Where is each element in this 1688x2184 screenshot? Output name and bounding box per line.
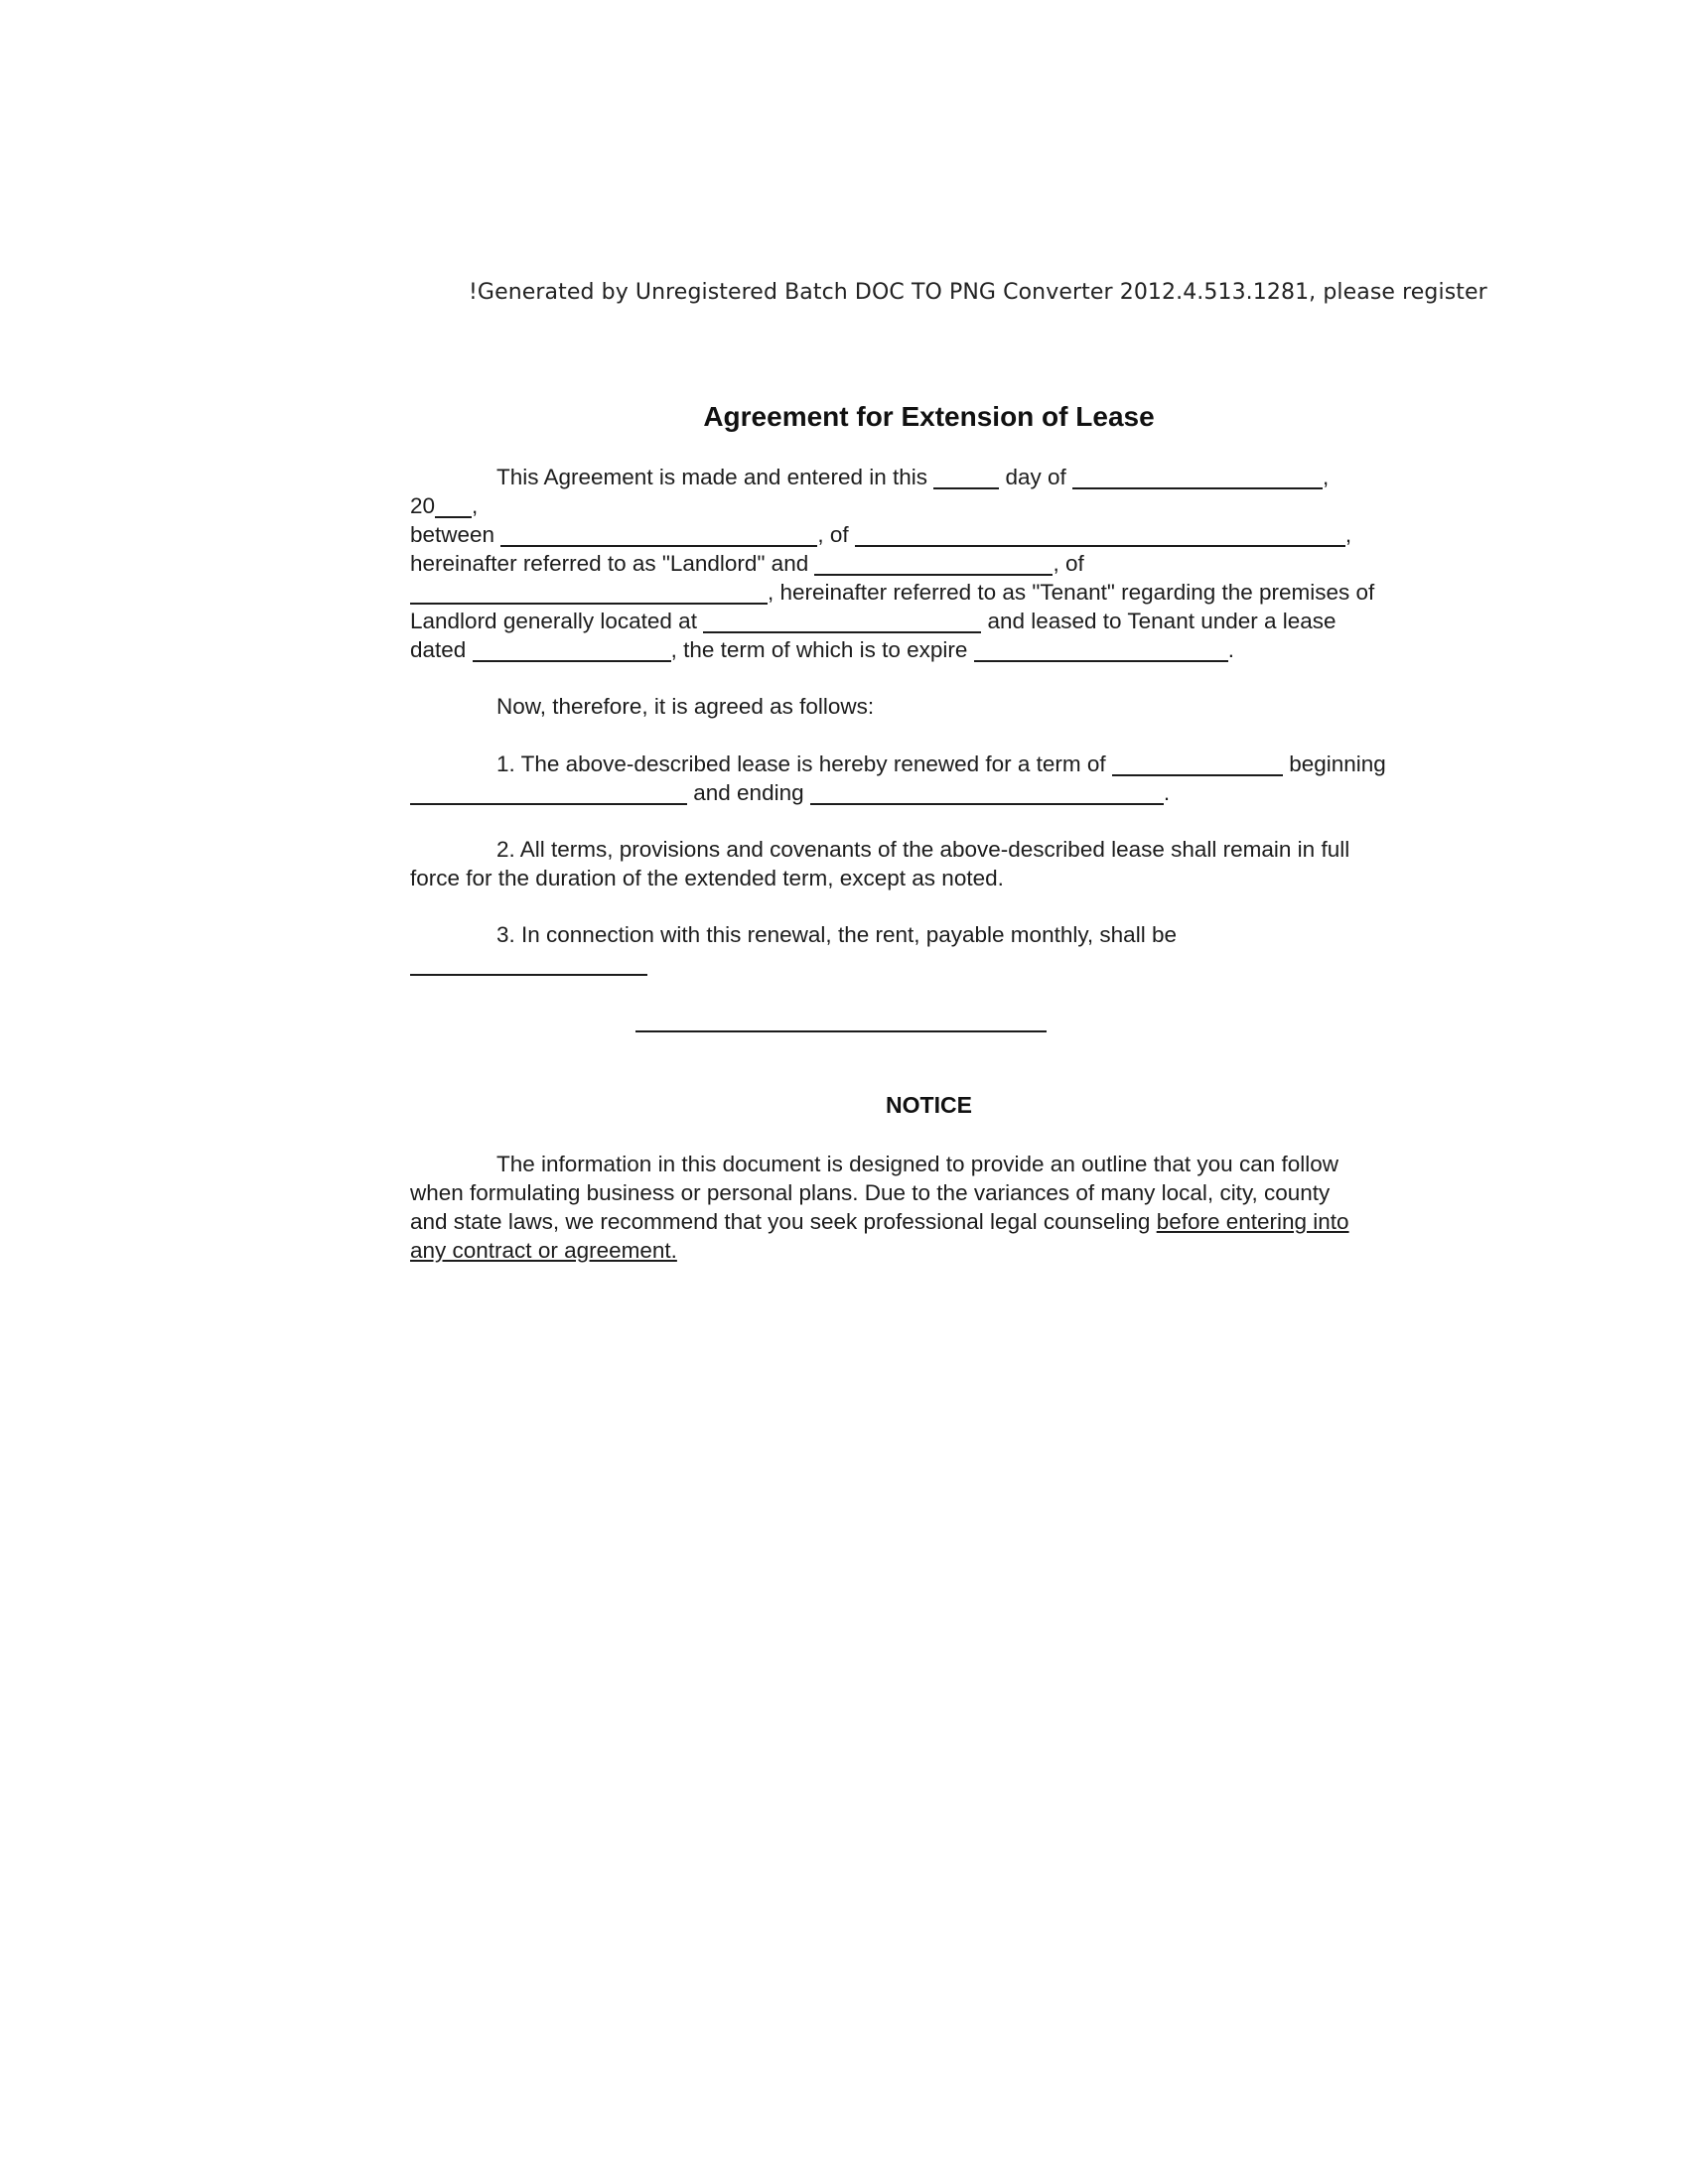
- converter-watermark: !Generated by Unregistered Batch DOC TO PNG Converter 2012.4.513.1281, please register: [469, 280, 1487, 305]
- term-begin-blank[interactable]: [410, 783, 687, 805]
- intro-line-5: , hereinafter referred to as "Tenant" regarding the premises of: [410, 578, 1448, 607]
- clause-3: 3. In connection with this renewal, the rent, payable monthly, shall be: [410, 920, 1448, 971]
- clause-1-line-1: 1. The above-described lease is hereby renewed for a term of beginning: [496, 751, 1386, 776]
- landlord-name-blank[interactable]: [500, 525, 817, 547]
- premises-location-blank[interactable]: [703, 612, 981, 633]
- expiry-date-blank[interactable]: [974, 640, 1228, 662]
- legal-advice-emphasis: before entering into: [1156, 1209, 1349, 1234]
- renewal-term-blank[interactable]: [1112, 754, 1283, 776]
- intro-line-1: This Agreement is made and entered in this day of ,: [496, 465, 1330, 489]
- clause-1-line-2: and ending .: [410, 778, 1448, 807]
- intro-line-2: 20 ,: [410, 493, 479, 518]
- intro-paragraph: [410, 463, 1448, 664]
- day-blank[interactable]: [933, 468, 999, 489]
- intro-line-7: dated , the term of which is to expire .: [410, 637, 1234, 662]
- intro-line-3: between , of ,: [410, 522, 1352, 547]
- month-blank[interactable]: [1072, 468, 1323, 489]
- year-blank[interactable]: [435, 496, 472, 518]
- tenant-address-blank[interactable]: [410, 583, 768, 605]
- agreed-paragraph: Now, therefore, it is agreed as follows:: [496, 694, 875, 719]
- document-title: Agreement for Extension of Lease: [703, 401, 1155, 432]
- intro-line-6: Landlord generally located at and leased to Tenant under a lease: [410, 609, 1336, 633]
- rent-amount-blank[interactable]: [410, 954, 647, 976]
- clause-2: 2. All terms, provisions and covenants of the above-described lease shall remain in full force for the duration of the extended term, except as noted.: [410, 837, 1350, 890]
- clause-1: [410, 750, 1448, 807]
- notice-heading: NOTICE: [886, 1092, 972, 1118]
- tenant-name-blank[interactable]: [814, 554, 1053, 576]
- landlord-address-blank[interactable]: [855, 525, 1345, 547]
- notice-paragraph: The information in this document is designed to provide an outline that you can follow when formulating business or personal plans. Due to the variances of many local, city, county and state laws, we recommend that you seek professional legal counseling before entering into any contract or agreement.: [410, 1152, 1349, 1263]
- legal-advice-emphasis-cont: any contract or agreement.: [410, 1238, 677, 1263]
- term-end-blank[interactable]: [810, 783, 1164, 805]
- lease-date-blank[interactable]: [473, 640, 671, 662]
- intro-line-4: hereinafter referred to as "Landlord" and , of: [410, 551, 1084, 576]
- signature-line[interactable]: [635, 1030, 1047, 1032]
